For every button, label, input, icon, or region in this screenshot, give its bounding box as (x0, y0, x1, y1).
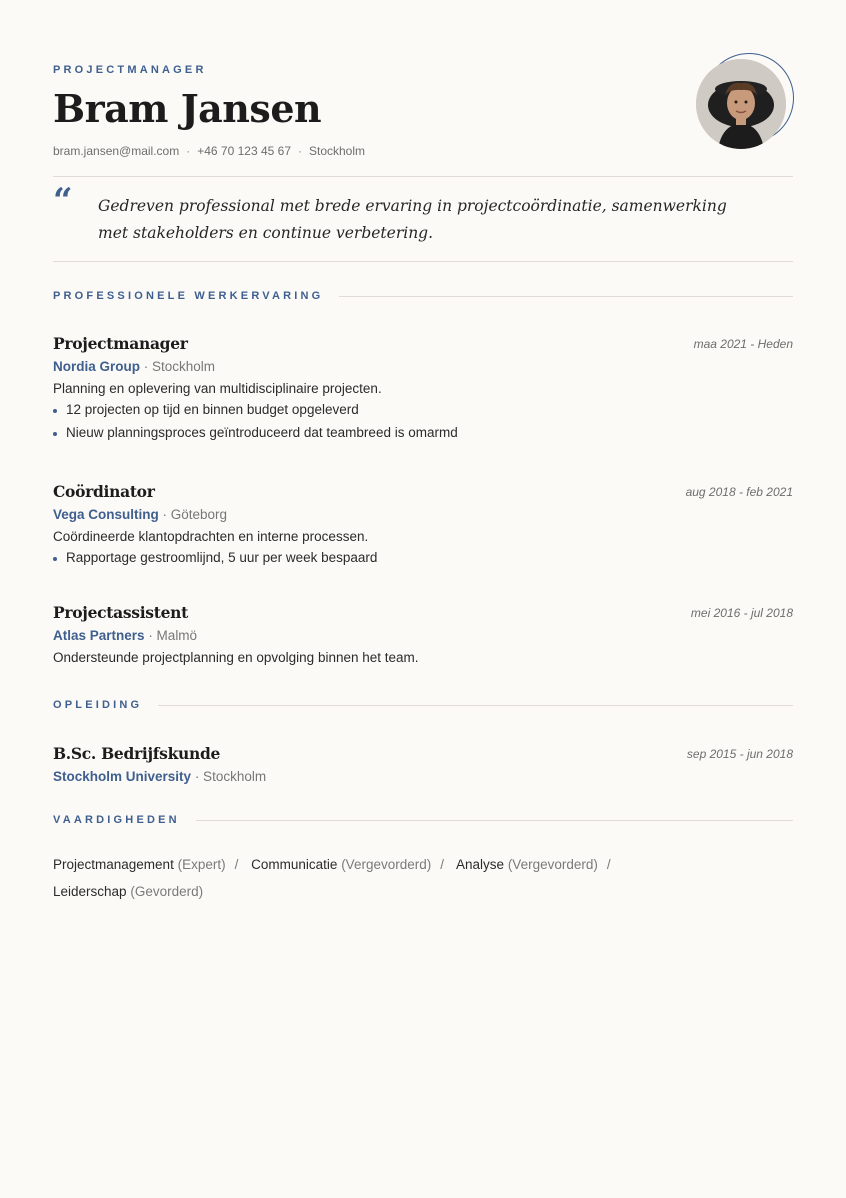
institution-location: · Stockholm (194, 769, 267, 784)
job-role: PROJECTMANAGER (53, 64, 207, 76)
section-title: OPLEIDING (53, 699, 143, 711)
job-organization (53, 359, 793, 374)
section-experience (53, 290, 793, 302)
job-description: Coördineerde klantopdrachten en interne processen. (53, 529, 369, 544)
skill-level: (Vergevorderd) (341, 857, 432, 872)
job-dates: maa 2021 - Heden (693, 337, 793, 351)
job-description: Ondersteunde projectplanning en opvolging binnen het team. (53, 650, 419, 665)
bullet-icon (53, 557, 57, 561)
section-title: PROFESSIONELE WERKERVARING (53, 290, 324, 302)
bullet-icon (53, 432, 57, 436)
experience-entry (53, 603, 793, 665)
contact-separator: · (186, 144, 191, 158)
skill-level: (Gevorderd) (130, 884, 204, 899)
achievement-list (53, 402, 793, 440)
achievement-text: 12 projecten op tijd en binnen budget opgeleverd (66, 402, 359, 417)
achievement-text: Nieuw planningsproces geïntroduceerd dat teambreed is omarmd (66, 425, 458, 440)
achievement-item (53, 550, 793, 565)
section-title: VAARDIGHEDEN (53, 814, 180, 826)
company-name: Vega Consulting (53, 507, 159, 522)
contact-separator: · (298, 144, 302, 158)
skill-item (53, 884, 203, 899)
job-dates: mei 2016 - jul 2018 (690, 606, 793, 620)
skill-name: Analyse (456, 857, 505, 872)
experience-entry (53, 482, 793, 573)
location-text: Stockholm (309, 144, 366, 158)
portrait-image (696, 59, 786, 149)
section-divider (196, 820, 793, 821)
profile-photo (696, 52, 794, 150)
company-name: Atlas Partners (53, 628, 145, 643)
skill-level: (Expert) (177, 857, 226, 872)
skill-item (251, 857, 453, 872)
job-description: Planning en oplevering van multidisciplinaire projecten. (53, 381, 382, 396)
institution-name: Stockholm University (53, 769, 192, 784)
education-entry (53, 744, 793, 784)
contact-line (53, 144, 365, 158)
avatar (696, 59, 786, 149)
quote-icon: “ (53, 181, 73, 221)
email-link[interactable]: bram.jansen@mail.com (53, 144, 180, 158)
experience-entry (53, 334, 793, 448)
skill-separator: / (440, 857, 444, 872)
skill-separator: / (606, 857, 611, 872)
achievement-item (53, 425, 793, 440)
phone-text: +46 70 123 45 67 (197, 144, 291, 158)
company-location: · Göteborg (162, 507, 228, 522)
skill-item (53, 857, 247, 872)
education-institution (53, 769, 793, 784)
job-organization (53, 628, 793, 643)
company-location: · Malmö (148, 628, 198, 643)
skill-level: (Vergevorderd) (507, 857, 598, 872)
job-dates: aug 2018 - feb 2021 (685, 485, 793, 499)
section-skills (53, 814, 793, 826)
achievement-item (53, 402, 793, 417)
skill-name: Projectmanagement (53, 857, 174, 872)
achievement-text: Rapportage gestroomlijnd, 5 uur per week bespaard (66, 550, 378, 565)
job-title: Coördinator (53, 482, 155, 501)
job-organization (53, 507, 793, 522)
summary-divider (53, 261, 793, 262)
education-dates: sep 2015 - jun 2018 (686, 747, 793, 761)
section-divider (158, 705, 793, 706)
degree-title: B.Sc. Bedrijfskunde (53, 744, 221, 763)
skills-list (53, 851, 693, 905)
full-name: Bram Jansen (53, 86, 322, 131)
skill-item (456, 857, 620, 872)
company-location: · Stockholm (143, 359, 216, 374)
achievement-list (53, 550, 793, 565)
summary-text: Gedreven professional met brede ervaring in projectcoördinatie, samenwerking met stakeholders en continue verbetering. (98, 197, 727, 242)
section-divider (339, 296, 793, 297)
skill-name: Leiderschap (53, 884, 127, 899)
header-divider (53, 176, 793, 177)
company-name: Nordia Group (53, 359, 140, 374)
section-education (53, 699, 793, 711)
bullet-icon (53, 409, 57, 413)
skill-separator: / (234, 857, 239, 872)
skill-name: Communicatie (251, 857, 338, 872)
job-title: Projectmanager (53, 334, 188, 353)
job-title: Projectassistent (53, 603, 188, 622)
